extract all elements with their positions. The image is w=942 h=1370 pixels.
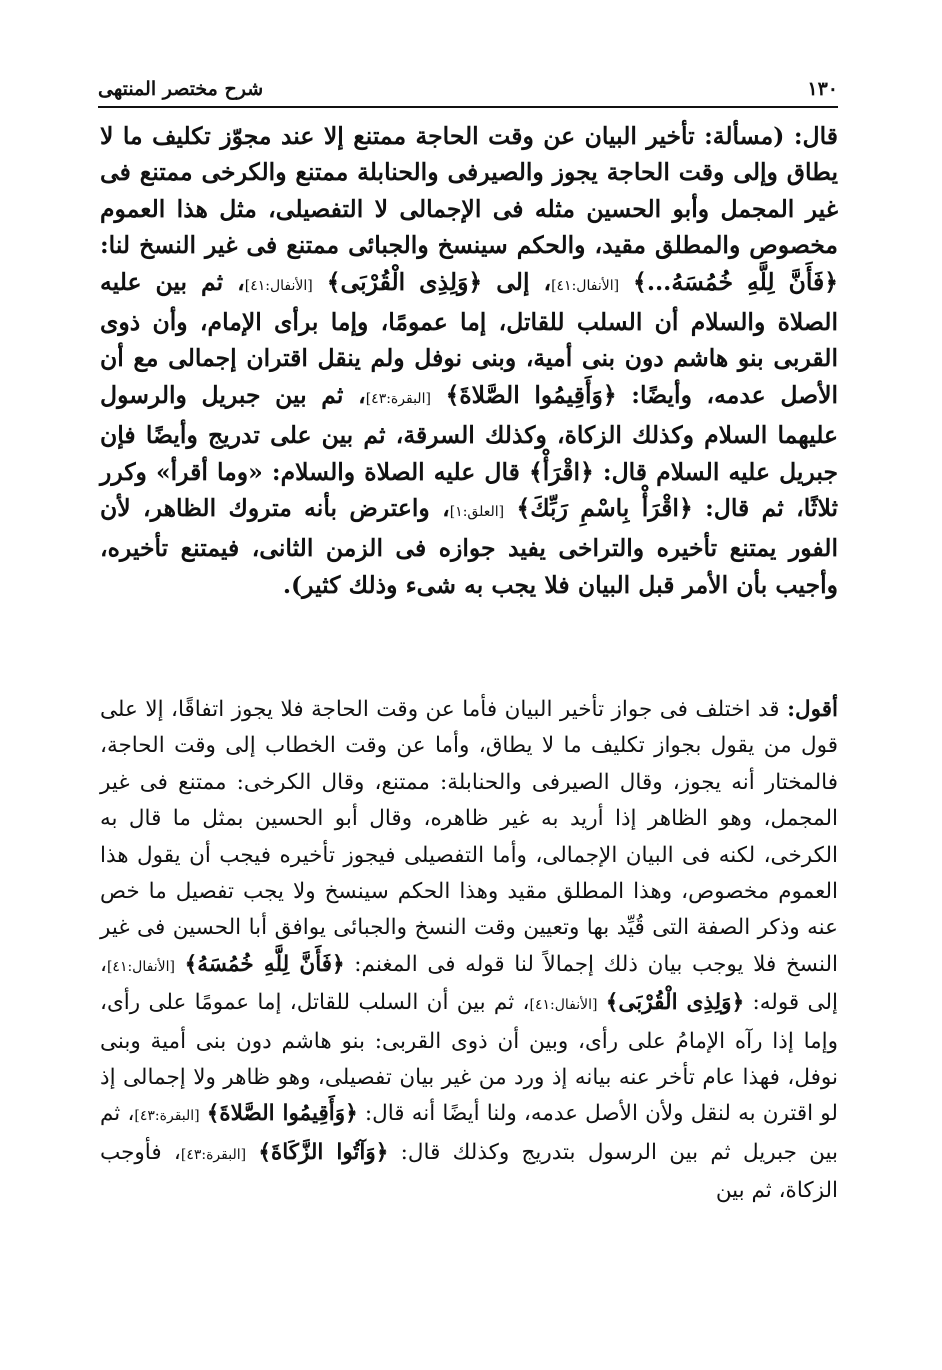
verse-reference: [البقرة:٤٣] [180,1146,247,1163]
verse-reference: [الأنفال:٤١] [106,958,175,975]
matn-text: قال عليه الصلاة والسلام: «وما أقرأ» وكرر ثلاثًا، ثم قال: [100,457,839,523]
page-number: ١٣٠ [807,78,838,100]
header-rule [98,106,838,108]
matn-text: قال: (مسألة: تأخير البيان عن وقت الحاجة ممتنع إلا عند مجوّز تكليف ما لا يطاق وإلى وقت الحاجة يجوز والصيرفى والحنابلة ممتنع والكرخى ممتنع فى غير المجمل وأبو الحسين مثله فى الإجمالى لا التفصيلى، مثل هذا العموم مخصوص والمطلق مقيد، والحكم سينسخ والجبائى ممتنع فى غير النسخ لنا: [100,122,838,260]
matn-text: ، ثم بين جبريل والرسول عليهما السلام وكذلك الزكاة، وكذلك السرقة، ثم بين على تدريج وأيضًا فإن جبريل عليه السلام قال: [100,380,838,486]
quran-quote: ﴿اقْرَأْ﴾ [528,457,594,486]
quran-quote: ﴿وَأَقِيمُوا الصَّلاةَ﴾ [445,380,617,409]
verse-reference: [الأنفال:٤١] [529,997,598,1014]
sharh-text: ، ثم بين أن السلب للقاتل، إما عمومًا على رأى، وإما إذا رآه الإمامُ على رأى، وبين أن ذوى القربى: بنو هاشم دون بنى أمية وبنى نوفل، فهذا عام تأخر عنه بيانه إذ ورد من غير بيان تفصيلى، وهو ظاهر ولا إجمالى إذ لو اقترن به لنقل ولأن الأصل عدمه، ولنا أيضًا أنه قال: [100,990,838,1127]
sharh-text: ، فأوجب الزكاة، ثم بين [100,1139,838,1204]
sharh-text: ، ثم بين جبريل ثم بين الرسول بتدريج وكذلك قال: [100,1101,838,1165]
matn-text: ، إلى [496,267,552,296]
verse-reference: [الأنفال:٤١] [244,277,313,294]
matn-text: ، واعترض بأنه متروك الظاهر، لأن الفور يمتنع تأخيره والتراخى يفيد جوازه فى الزمن الثانى، فيمتنع تأخيره، وأجيب بأن الأمر قبل البيان فلا يجب به شىء وذلك كثير). [100,494,838,599]
book-title: شرح مختصر المنتهى [98,78,264,100]
quran-quote: ﴿اقْرَأْ بِاسْمِ رَبِّكَ﴾ [516,494,693,523]
quran-quote: ﴿وَلِذِى الْقُرْبَى﴾ [605,990,745,1016]
sharh-text: ، إلى قوله: [100,951,838,1016]
verse-reference: [العلق:١] [449,504,505,521]
commentary-lead: أقول: [787,697,838,722]
quran-quote: ﴿وَأَقِيمُوا الصَّلاةَ﴾ [206,1101,358,1127]
quran-quote: ﴿فَأَنَّ لِلَّهِ خُمُسَهُ﴾ [184,951,345,977]
quran-quote: ﴿وَآتُوا الزَّكَاةَ﴾ [258,1139,389,1165]
verse-reference: [البقرة:٤٣] [134,1108,200,1125]
verse-reference: [الأنفال:٤١] [551,277,620,294]
quran-quote: ﴿فَأَنَّ لِلَّهِ خُمُسَهُ...﴾ [633,267,838,296]
quran-quote: ﴿وَلِذِى الْقُرْبَى﴾ [326,267,483,296]
matn-paragraph [100,118,838,603]
sharh-paragraph [100,692,838,1210]
verse-reference: [البقرة:٤٣] [365,390,431,407]
running-header [98,72,838,106]
matn-text: ، ثم بين عليه الصلاة والسلام أن السلب للقاتل، إما عمومًا، وإما برأى الإمام، وأن ذوى القربى بنو هاشم دون بنى أمية، وبنى نوفل ولم ينقل اقتران إجمالى مع أن الأصل عدمه، وأيضًا: [100,267,839,409]
sharh-text: قد اختلف فى جواز تأخير البيان فأما عن وقت الحاجة فلا يجوز اتفاقًا، إلا على قول من يقول بجواز تكليف ما لا يطاق، وأما عن وقت الخطاب إلى وقت الحاجة، فالمختار أنه يجوز، وقال الصيرفى والحنابلة: ممتنع، وقال الكرخى: ممتنع فى غير المجمل، وهو الظاهر إذا أريد به غير ظاهره، وقال أبو الحسين بمثل ما قال به الكرخى، لكنه فى البيان الإجمالى، وأما التفصيلى فيجوز تأخيره فيجب أن يقول هذا العموم مخصوص، وهذا المطلق مقيد وهذا الحكم سينسخ ولا يجب تفصيل ما خص عنه وذكر الصفة التى قُيِّد بها وتعيين وقت النسخ والجبائى يوافق أبا الحسين فى غير النسخ فلا يوجب بيان ذلك إجمالاً لنا قوله فى المغنم: [100,697,838,977]
